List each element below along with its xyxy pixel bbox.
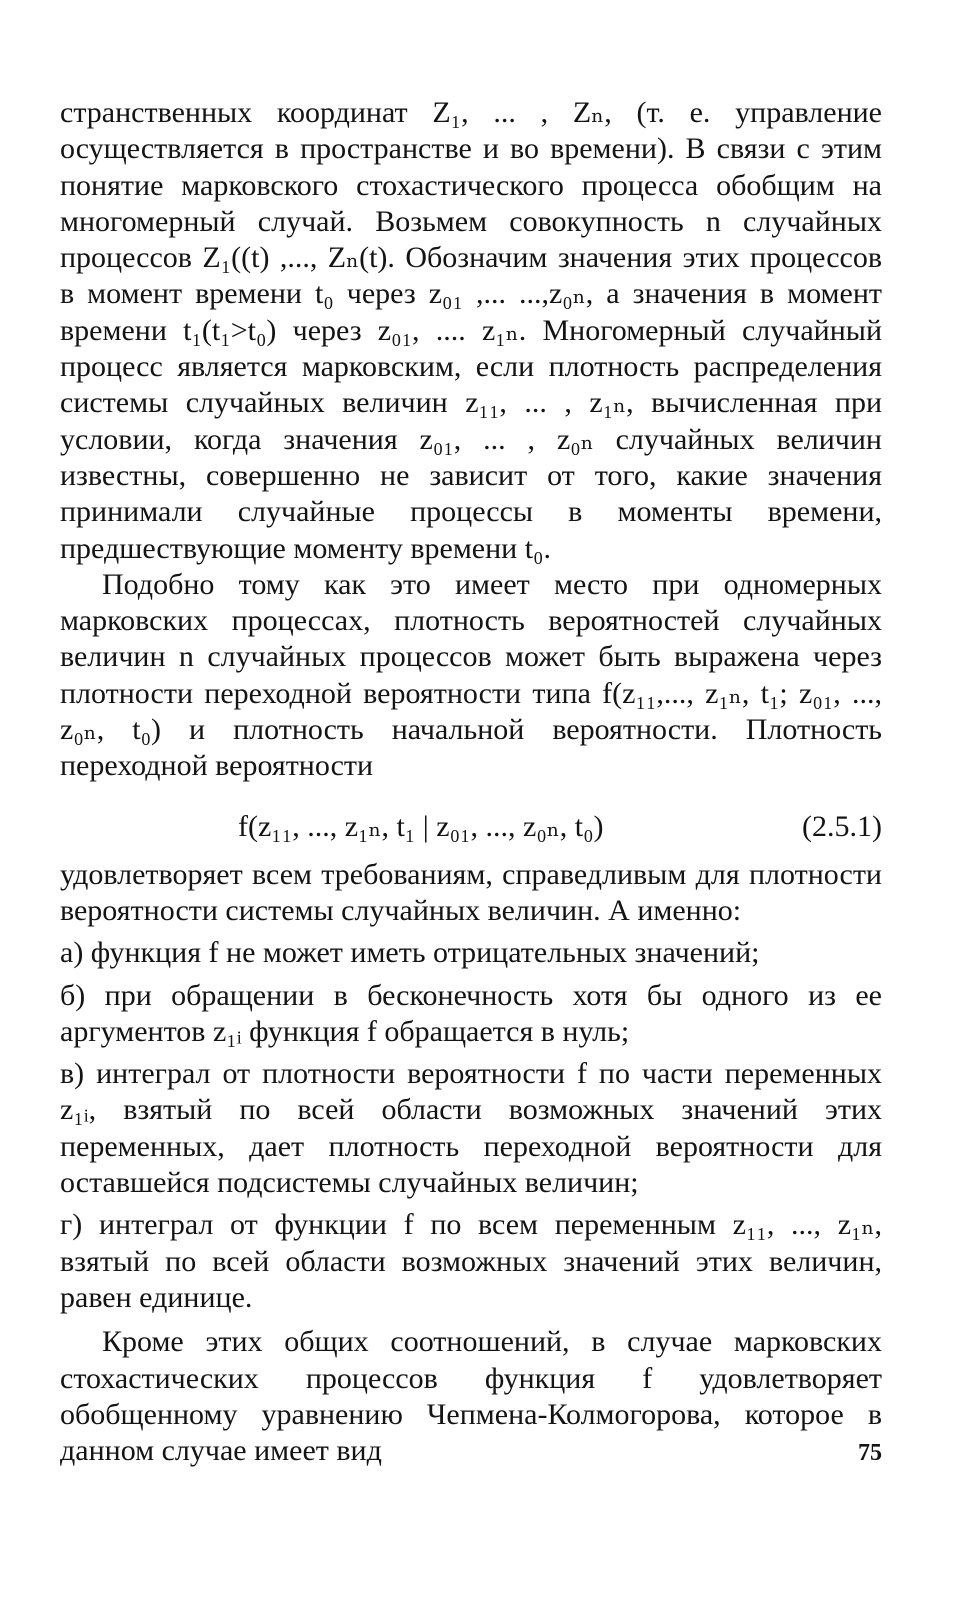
equation-2-5-1 xyxy=(60,805,882,849)
equation-number: (2.5.1) xyxy=(802,809,882,843)
paragraph-continuation: странственных координат Z₁, ... , Zₙ, (т. е. управление осуществляется в пространстве и во времени). В связи с этим понятие марковского стохастического процесса обобщим на многомерный случай. Возьмем совокупность n случайных процессов Z₁((t) ,..., Zₙ(t). Обозначим значения этих процессов в момент времени t₀ через z₀₁ ,... ...,z₀ₙ, а значения в момент времени t₁(t₁>t₀) через z₀₁, .... z₁ₙ. Многомерный случайный процесс является марковским, если плотность распределения системы случайных величин z₁₁, ... , z₁ₙ, вычисленная при условии, когда значения z₀₁, ... , z₀ₙ случайных величин известны, совершенно не зависит от того, какие значения принимали случайные процессы в моменты времени, предшествующие моменту времени t₀. xyxy=(60,96,882,565)
page-number: 75 xyxy=(858,1440,882,1466)
list-item-b: б) при обращении в бесконечность хотя бы одного из ее аргументов z₁ᵢ функция f обращается в нуль; xyxy=(60,978,882,1048)
list-item-a: а) функция f не может иметь отрицательных значений; xyxy=(60,936,760,970)
page-body xyxy=(60,95,882,1469)
list-item-v: в) интеграл от плотности вероятности f по части переменных z₁ᵢ, взятый по всей области возможных значений этих переменных, дает плотность переходной вероятности для оставшейся подсистемы случайных величин; xyxy=(60,1057,882,1200)
equation-formula: f(z₁₁, ..., z₁ₙ, t₁ | z₀₁, ..., z₀ₙ, t₀) xyxy=(238,809,604,843)
paragraph-transition-density: Подобно тому как это имеет место при одномерных марковских процессах, плотность вероятностей случайных величин n случайных процессов может быть выражена через плотности переходной вероятности типа f(z₁₁,..., z₁ₙ, t₁; z₀₁, ..., z₀ₙ, t₀) и плотность начальной вероятности. Плотность переходной вероятности xyxy=(60,567,882,783)
list-item-g: г) интеграл от функции f по всем переменным z₁₁, ..., z₁ₙ, взятый по всей области возможных значений этих величин, равен единице. xyxy=(60,1208,882,1314)
paragraph-requirements: удовлетворяет всем требованиям, справедливым для плотности вероятности системы случайных величин. А именно: xyxy=(60,857,882,927)
paragraph-chapman-kolmogorov: Кроме этих общих соотношений, в случае марковских стохастических процессов функция f удовлетворяет обобщенному уравнению Чепмена-Колмогорова, которое в данном случае имеет вид xyxy=(60,1325,882,1468)
